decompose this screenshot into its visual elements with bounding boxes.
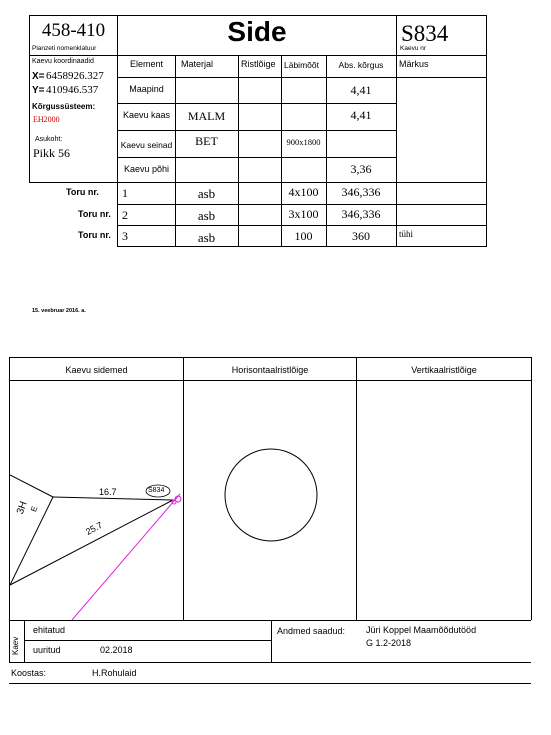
- pipe-note: tühi: [399, 229, 414, 239]
- table-row-element: Kaevu kaas: [122, 110, 171, 120]
- horizontal-section-drawing: [184, 381, 356, 620]
- pipe-label: Toru nr.: [66, 187, 99, 197]
- pipe-label: Toru nr.: [78, 209, 111, 219]
- building-label: 3H: [15, 499, 30, 516]
- well-number-label: Kaevu nr: [400, 45, 427, 52]
- table-row-element: Maapind: [129, 84, 164, 94]
- built-label: ehitatud: [33, 625, 66, 635]
- table-row-material: BET: [195, 134, 218, 148]
- col-header-material: Materjal: [181, 59, 214, 69]
- pipe-diameter: 100: [294, 229, 313, 243]
- compiler-label: Koostas:: [11, 668, 47, 678]
- pipe-number: 3: [122, 229, 128, 243]
- dimension-label: 16.7: [99, 487, 117, 497]
- height-system-label: Kõrgussüsteem:: [32, 102, 96, 111]
- pipe-number: 1: [122, 186, 128, 200]
- pipe-diameter: 4x100: [288, 185, 319, 199]
- measured-value: 02.2018: [100, 645, 133, 655]
- date-note: 15. veebruar 2016. a.: [32, 308, 86, 314]
- data-source-line1: Jüri Koppel Maamõõdutööd: [366, 625, 477, 635]
- table-row-element: Kaevu põhi: [123, 164, 170, 174]
- col-header-note: Märkus: [399, 59, 429, 69]
- measured-label: uuritud: [33, 645, 61, 655]
- panel-title-horizontal: Horisontaalristlõige: [231, 365, 309, 375]
- col-header-element: Element: [129, 59, 164, 69]
- table-row-element: Kaevu seinad: [120, 140, 173, 150]
- pipe-material: asb: [197, 230, 216, 245]
- coords-label: Kaevu koordinaadid: [32, 58, 94, 65]
- pipe-line-4: [10, 500, 173, 585]
- panel-title-vertical: Vertikaalristlõige: [411, 365, 477, 375]
- y-value: 410946.537: [46, 84, 99, 96]
- panel-title-connections: Kaevu sidemed: [65, 365, 128, 375]
- pipe-diameter: 3x100: [288, 207, 319, 221]
- table-row-height: 4,41: [350, 83, 372, 97]
- y-label: Y=: [32, 85, 45, 96]
- pipe-line-3: [53, 497, 173, 500]
- nomenclature-label: Planzeti nomenklatuur: [32, 45, 97, 52]
- table-row-material: MALM: [187, 109, 226, 123]
- well-cross-section: [225, 449, 317, 541]
- table-row-height: 3,36: [350, 162, 372, 176]
- connections-drawing: [10, 381, 183, 620]
- x-label: X=: [32, 71, 45, 82]
- pipe-line-1: [10, 475, 53, 497]
- x-value: 6458926.327: [46, 70, 104, 82]
- pipe-height: 346,336: [341, 207, 381, 221]
- pipe-label: Toru nr.: [78, 230, 111, 240]
- col-header-cross: Ristlõige: [241, 59, 276, 69]
- magenta-pipe-line: [72, 494, 180, 620]
- col-header-diameter: Läbimõõt: [284, 60, 319, 70]
- nomenclature-number: 458-410: [41, 20, 106, 41]
- pipe-number: 2: [122, 208, 128, 222]
- col-header-height: Abs. kõrgus: [338, 60, 384, 70]
- pipe-height: 346,336: [341, 185, 381, 199]
- data-source-line2: G 1.2-2018: [366, 638, 412, 648]
- data-source-label: Andmed saadud:: [277, 626, 346, 636]
- location-value: Pikk 56: [33, 146, 71, 160]
- side-label: Kaev: [11, 636, 20, 655]
- well-tag: S834: [148, 487, 165, 494]
- table-row-diameter: 900x1800: [286, 137, 321, 147]
- building-sub: E: [29, 504, 40, 514]
- dimension-label: 25.7: [84, 519, 105, 537]
- table-row-height: 4,41: [350, 108, 372, 122]
- well-number: S834: [401, 21, 449, 46]
- pipe-height: 360: [352, 229, 370, 243]
- height-system-value: EH2000: [33, 115, 60, 124]
- compiler-value: H.Rohulaid: [92, 668, 137, 678]
- location-label: Asukoht:: [35, 136, 63, 143]
- pipe-material: asb: [197, 208, 216, 223]
- pipe-material: asb: [197, 186, 216, 201]
- page-title: Side: [227, 16, 287, 47]
